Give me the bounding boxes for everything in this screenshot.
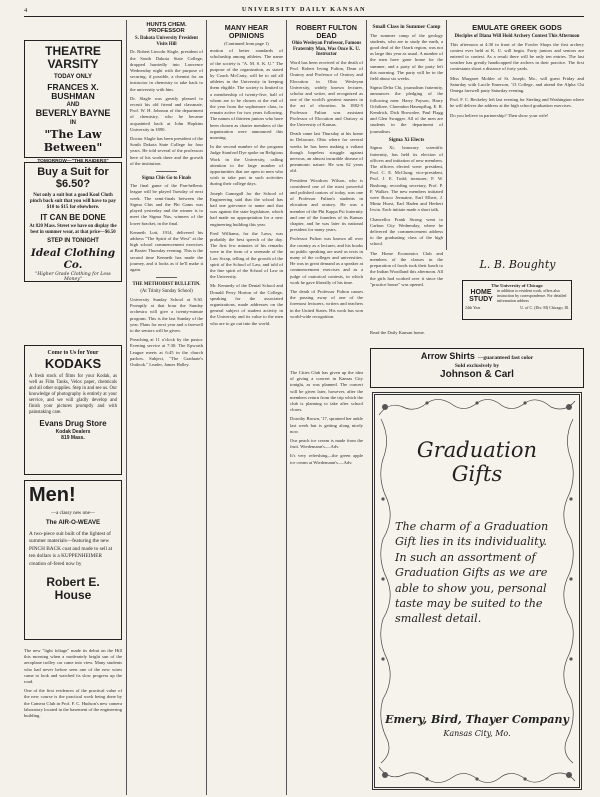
hunts-p1: Dr. Robert Lincoln Slagle, president of the South Dakota State College, dropped hurriedly into Lawrence Wednesday night with the purpose of securing, if possible, a chemist for an instructor in chemistry to take back to the university with him.	[130, 49, 203, 92]
column-rule	[126, 20, 127, 795]
ideal-time: At 820 Mass. Street we have on display the best in summer wear, at that price—$6.50	[29, 224, 117, 236]
hunts-p4: Kenneth Lott, 1914, delivered his address "The Spirit of the West" at the high school commencement exercises at Baxter Thursday evening. This is the second time Kenneth has made the journey, and it looks as if he'll make it again.	[130, 229, 203, 272]
evans-pre: Come to Us for Your	[47, 350, 99, 356]
arrow-title: Arrow Shirts	[420, 351, 475, 361]
summer-camp-p2: Sigma Delta Chi, journalism fraternity, announces the pledging of the following men: Harry Payson, Harry Ochiltree, Clarendon Hasenpflug, E. R. Kendrick, Dick Brownlee, Paul Flagg and Glen Swagger. All of the men are students in the department of journalism.	[370, 85, 443, 134]
sigma-xi-p3: The Home Economics Club and members of the classes in the preparation of foods took their lunch to the Indian Woodland this afternoon. All the girls had worked over it since the "practice house" was opened.	[370, 250, 443, 287]
page-number: 4	[24, 7, 28, 14]
many-hear-p3: Joseph Gamegall for the School of Engineering said that the school has had one grievance to name and that was against the state legislature, which had made no appropriation for a new engineering building this year.	[210, 190, 283, 227]
column-rule	[446, 20, 447, 250]
ideal-step: STEP IN TONIGHT	[47, 238, 99, 245]
final-p2: Dorothy Brown, '17, sprained her ankle last week but is getting along nicely now.	[290, 416, 363, 434]
grad-city: Kansas City, Mo.	[443, 729, 511, 738]
many-hear-headline: MANY HEAR OPINIONS	[224, 24, 269, 40]
final-p3: Our peach ice cream is made from the fruit. Wiedemann's.—Adv.	[290, 438, 363, 450]
col3	[210, 24, 283, 794]
evans-title: KODAKS	[44, 356, 102, 371]
ideal-clothing-ad	[24, 162, 122, 282]
final-p1: The Cities Club has given up the idea of giving a concert in Kansas City tonight, as was planned. The concert will be given later, however, after the members return from the trip which the club is planning to take after school closes.	[290, 370, 363, 413]
theatre-star1: FRANCES X. BUSHMAN	[47, 82, 99, 102]
arrow-sold: Sold exclusively by	[454, 363, 500, 370]
emulate-p4: Do you believe in partnership? Then show your wife!	[450, 112, 549, 118]
ideal-headline: Buy a Suit for $6.50?	[37, 166, 109, 190]
methodist-p2: Preaching at 11 o'clock by the pastor. Evening service at 7:30. The Epworth League meets at 6:45 in the church parlors. Subject, "The Graduate's Outlook." Leader, James Halley.	[130, 337, 203, 368]
lower-story-2: One of the first evidences of the practical value of the new course is the practical work being done by the Camera Club in Prof. F. C. Hudson's new camera laboratory located in the basement of the engineering building.	[24, 688, 122, 719]
house-line1: —a classy new one—	[51, 511, 95, 516]
fulton-p2: Death came last Thursday at his home in Delaware, Ohio where for several weeks he has been making a valiant though hopeless struggle against nervous, an almost incurable disease of pneumonic nature. He was 62 years old.	[290, 131, 363, 174]
column-rule	[366, 20, 367, 250]
sigma-delta-p1: It's very refreshing—the green apple ice cream at Wiedemann's.—Adv.	[290, 453, 363, 465]
column-rule	[206, 20, 207, 795]
summer-camp-p1: The summer camp of the geology students, who are to study the earth, a good deal of the Ozark region, was not as large this year as usual. A number of the men have gone home for the summer, and a party of the party left this morning. The party will be in the field about six weeks.	[370, 32, 443, 82]
paper-title: UNIVERSITY DAILY KANSAN	[241, 6, 367, 13]
chicago-ad	[462, 280, 572, 320]
sigma-delta-p2: Read the Daily Kansan home.	[370, 330, 425, 335]
arrow-dealer: Johnson & Carl	[440, 369, 514, 381]
theatre-and: AND	[66, 102, 80, 109]
theatre-varsity-ad	[24, 40, 122, 158]
theatre-star2: BEVERLY BAYNE	[35, 108, 111, 119]
chicago-info: in addition to resident work, offers also instruction by correspondence. For detailed information address	[497, 288, 567, 303]
sigma-chi-headline: Sigma Chis Go to Finals	[141, 175, 192, 181]
hunts-sub: S. Dakota University President Visits Hill	[134, 36, 199, 47]
ideal-body: Not only a suit but a good Kool Cloth pinch back suit that you will have to pay $10 to $15 for elsewhere.	[29, 193, 117, 211]
grad-title2: Gifts	[451, 462, 503, 486]
house-product: The AIR-O-WEAVE	[45, 519, 101, 526]
ideal-brand: Ideal Clothing Co.	[30, 247, 116, 272]
hunts-headline: HUNTS CHEM. PROFESSOR	[146, 22, 187, 35]
theatre-film: "The Law Between"	[43, 128, 103, 155]
col5-lower	[370, 330, 443, 342]
house-title: Men!	[29, 484, 76, 506]
evans-body: A fresh stock of films for your Kodak, as well as Film Tanks, Velox paper, chemicals and all other supplies. Step in and see us. Our knowledge of photography is entirely at your service, and we will gladly develop and finish your pictures promptly and with painstaking care.	[29, 373, 117, 415]
col6	[450, 24, 584, 254]
masthead	[24, 5, 584, 17]
col4-lower	[290, 370, 363, 795]
column-rule	[286, 20, 287, 795]
grad-title1: Graduation	[416, 438, 538, 462]
evans-address: 819 Mass.	[61, 435, 85, 442]
grad-company: Emery, Bird, Thayer Company	[385, 713, 569, 726]
emulate-headline: EMULATE GREEK GODS	[472, 24, 562, 32]
arrow-shirts-ad	[370, 348, 584, 388]
signature: L. B. Boughty	[479, 258, 556, 271]
chicago-year: 24th Year	[465, 304, 481, 310]
col5	[370, 24, 443, 324]
evans-store: Evans Drug Store	[39, 418, 107, 428]
theatre-in: IN	[70, 119, 76, 126]
methodist-sub: (At Trinity Sunday School)	[140, 289, 193, 295]
chicago-address: U. of C. (Div. M) Chicago, Ill.	[520, 304, 569, 310]
many-hear-p4: Fred Williams, for the Laws, was probably the best speech of the day. The first few minutes of his remarks were in the form of a serenade of the Law Scrap, telling of the growth of the spirit of the School of Law, and told of the fine spirit of the School of Law in the University.	[210, 230, 283, 280]
lower-story-1: The new "light foliage" made its debut on the Hill this morning when a moderately bright sun of the aeroplane trolley car came into view. Many students who had never before seen one of the new wires came to look and watched its slow progress up the road.	[24, 648, 122, 685]
fulton-p4: Professor Fulton was known all over the country as a lecturer, and his books on public speaking are used as texts in many of the colleges and universities. He was in great demand as a speaker at commencement exercises and as a judge of oratorical contests, in which work he gave liberally of his time.	[290, 236, 363, 285]
hunts-p2: Dr. Slagle was greatly pleased to recruit his old friend and classmate, Prof. W. H. Johnson of the department of chemistry, who he became acquainted back at John Hopkins University in 1890.	[130, 95, 203, 132]
chicago-line1: The University of Chicago	[491, 283, 543, 288]
emulate-p3: Prof. F. C. Beckeley left last evening for Sterling and Washington where he will deliver the address at the high school graduation exercises.	[450, 97, 584, 109]
theatre-title: THEATRE VARSITY	[45, 44, 101, 71]
emulate-p2: Miss Margaret Mohler of St. Joseph, Mo., will guest Friday and Saturday with Lucile Emerson, '13 College, and attend the Alpha Chi Omega farewell party Saturday evening.	[450, 75, 584, 93]
sigma-chi-p1: The final game of the Pan-hellenic league will be played Tuesday of next week. The semi-finals between the Sigma Chis and the Phi Gams was played yesterday and the winner is to meet the Sigma Nus, winners of the lower bracket, in the final.	[130, 183, 203, 226]
chicago-study: STUDY	[469, 296, 493, 304]
col4	[290, 24, 363, 369]
emulate-p1: This afternoon at 4:30 in front of the Fowler Shops the first archery contest ever held at K. U. will begin. Forty juniors and seniors are entered to contest. As a result there will be only ten entries. The last weather has greatly handicapped the archers in their practice. The first contestants shoot a distance of forty yards.	[450, 41, 584, 72]
sigma-xi-p2: Chancellor Frank Strong went to Carbon City Wednesday, where he delivered the commencement address to the graduating class of the high school.	[370, 216, 443, 247]
many-hear-cont: (Continued from page 1)	[224, 41, 269, 47]
ideal-slogan: "Higher Grade Clothing for Less Money"	[35, 272, 111, 283]
methodist-headline: THE METHODIST BULLETIN.	[132, 281, 201, 287]
house-body: A two-piece suit built of the lightest of summer materials—featuring the new PINCH BACK coat and made to sell at ten dollars is a KUPPENHEIMER creation of-fered now by	[29, 530, 113, 567]
graduation-gifts-ad	[372, 392, 582, 790]
fulton-p3: President Woodrow Wilson, who is considered one of the most powerful and polished orators of today, was one of Professor Fulton's students in elocution and oratory. He was a member of the Phi Kappa Psi fraternity and one of the founders of its Kansas chapter, and he was later its national president for many years.	[290, 177, 363, 233]
arrow-guarantee: —guaranteed fast color	[477, 355, 534, 361]
summer-camp-headline: Small Class in Summer Camp	[372, 24, 441, 30]
theatre-today: TODAY ONLY	[53, 74, 92, 80]
emulate-sub: Disciples of Diana Will Hold Archery Contest This Afternoon	[454, 33, 580, 39]
ideal-catch: IT CAN BE DONE	[40, 213, 106, 223]
col1-text	[24, 648, 122, 791]
fulton-headline: ROBERT FULTON DEAD	[296, 24, 357, 40]
col2	[130, 22, 203, 797]
sigma-xi-p1: Sigma Xi, honorary scientific fraternity, has held its election of officers and initiation of new members. The officers elected were: president, Prof. C. E. McClung; vice-president, Prof. J. E. Todd; treasurer, F. W. Bushong; recording secretary, Prof. P. F. Walker. The new members initiated were Rosco Jermaine, Earl Elbert, J. Mintz Hurst, Earl Haden and Herbert Irwin. Each initiate made a short talk.	[370, 145, 443, 213]
hunts-p3: Doctor Slagle has been president of the South Dakota State College for four years. He told several of the professors here of his work there and the growth of the institution.	[130, 135, 203, 166]
sigma-xi-headline: Sigma Xi Elects	[388, 136, 425, 143]
fulton-p5: The death of Professor Fulton causes the passing away of one of the foremost lecturers, writers and teachers in the United States. His work has won world-wide recognition.	[290, 289, 363, 319]
evans-kodak-ad	[24, 345, 122, 475]
many-hear-p5: Mr. Kennedy of the Dental School and Donald Perry Horton of the College, speaking for the associated organizations, made addresses on the general subject of student activity in the University and its value to the men who are to go out into the world.	[210, 283, 283, 326]
chicago-home: HOME	[470, 289, 492, 296]
many-hear-p1: motion of better standards of scholarship among athletes. The name of the society is "A. M. S. K. U." The purpose of the organization, as stated by Coach McCarty, will be to aid all athletes in the University in keeping them eligible. The society is limited to a membership of twenty-five, half of whom are to be chosen at the end of the year from the sophomore class, to remain active for two years following. The names of thirteen juniors who have been chosen as charter members of the organization were announced this morning.	[210, 48, 283, 140]
fulton-p1: Word has been received of the death of Prof. Robert Irving Fulton, Dean of Oratory and Professor of Oratory and Elocution in Ohio Wesleyan University, widely known lecturer, scholar and writer, and recognized as one of the world's greatest masters in the art of elocution. In 1882-5 Professor Fulton was assistant Professor of Elocution and Oratory at the University of Kansas.	[290, 59, 363, 127]
methodist-p1: University Sunday School at 9:30. Promptly at that hour the Sunday orchestra will give a twenty-minute program. This is the last Sunday of the year. Plans for next year and a farewell to the seniors will be given.	[130, 297, 203, 334]
evans-depot: Kodak Dealers	[55, 429, 91, 436]
grad-body: The charm of a Graduation Gift lies in its individuality. In such an assortment of Graduation Gifts as we are able to show you, personal taste may be suited to the smallest detail.	[395, 520, 549, 626]
house-men-ad	[24, 480, 122, 640]
many-hear-p2: In the second number of the program Judge Stanford Dye spoke on Religious Work in the University, calling attention to the large number of opportunities that are open to men who wish to take part in such activities during their college days.	[210, 144, 283, 187]
house-seller: Robert E. House	[46, 575, 100, 602]
fulton-sub: Ohio Wesleyan Professor, Famous Fraternity Man, Was Once K. U. Instructor	[291, 41, 362, 58]
